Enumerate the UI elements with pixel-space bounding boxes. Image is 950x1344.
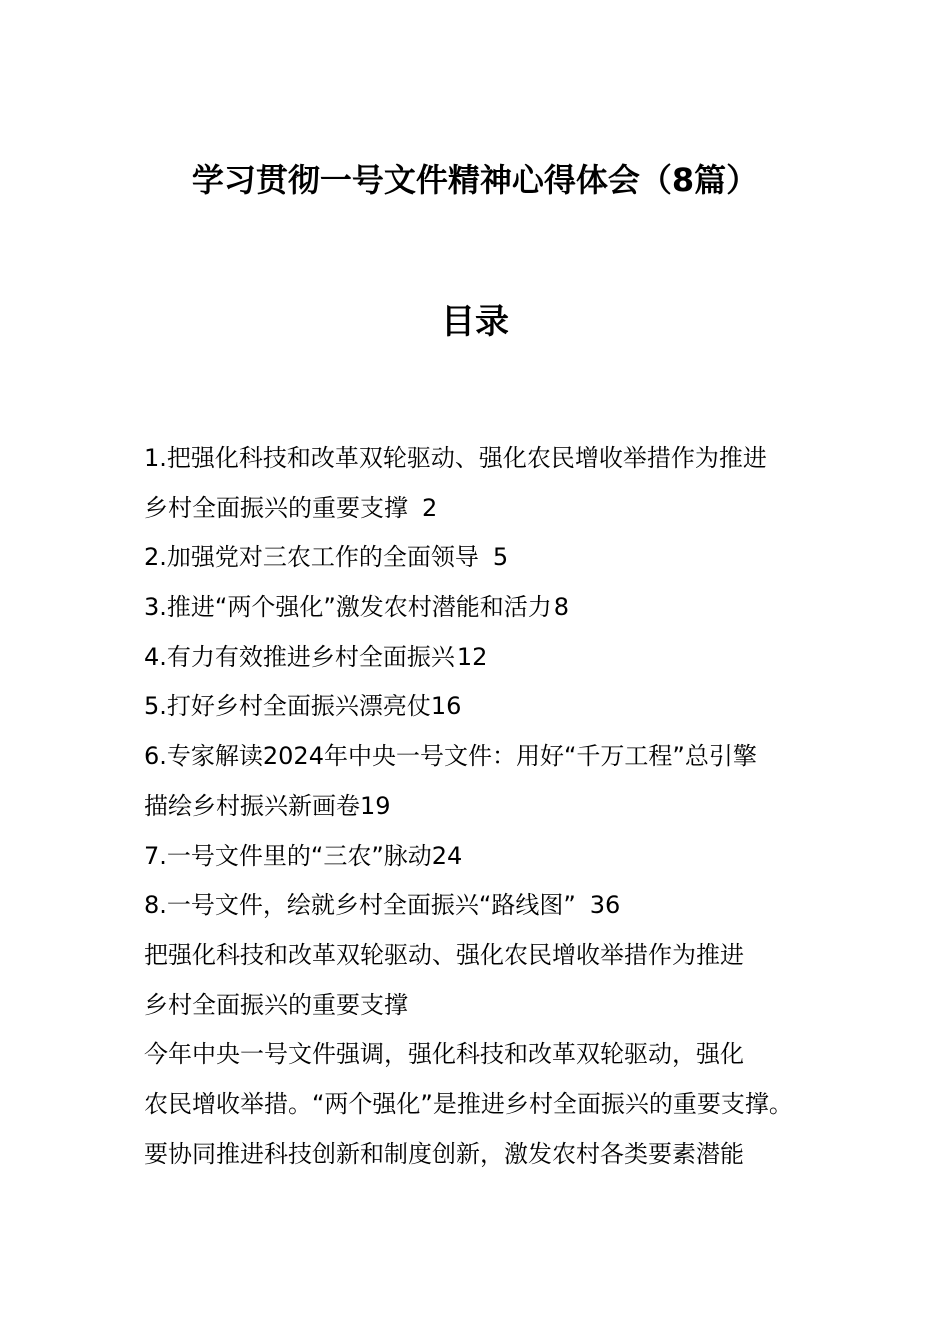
toc-entry-6[interactable] xyxy=(144,732,844,831)
toc-entry-1-page: 2 xyxy=(422,493,438,522)
toc-entry-2-page: 5 xyxy=(492,543,509,572)
toc-entry-5-page: 16 xyxy=(430,692,462,721)
toc-entry-6-line-2: 描绘乡村振兴新画卷 xyxy=(144,791,360,820)
toc-entry-8-line-wrap xyxy=(144,881,844,931)
toc-entry-4[interactable] xyxy=(144,633,844,683)
toc-entry-2[interactable] xyxy=(144,533,844,583)
toc-entry-3-page: 8 xyxy=(553,593,570,622)
article-heading-line-2: 乡村全面振兴的重要支撑 xyxy=(144,990,408,1019)
article-paragraph-line-1: 今年中央一号文件强调，强化科技和改革双轮驱动，强化 xyxy=(144,1040,744,1069)
article-paragraph xyxy=(144,1030,844,1179)
toc-entry-1-line-2-wrap xyxy=(144,484,844,534)
article-heading-line-1: 把强化科技和改革双轮驱动、强化农民增收举措作为推进 xyxy=(144,940,744,969)
toc-entry-5[interactable] xyxy=(144,682,844,732)
toc-entry-5-text: 5.打好乡村全面振兴漂亮仗 xyxy=(144,692,431,721)
toc-entry-6-line-2-wrap xyxy=(144,782,844,832)
document-body xyxy=(144,434,844,1179)
toc-entry-7-line-wrap xyxy=(144,832,844,882)
toc-entry-4-text: 4.有力有效推进乡村全面振兴 xyxy=(144,642,455,671)
toc-entry-4-line-wrap xyxy=(144,633,844,683)
toc-entry-7-page: 24 xyxy=(431,841,463,870)
toc-entry-1-line-1: 1.把强化科技和改革双轮驱动、强化农民增收举措作为推进 xyxy=(144,444,767,472)
toc-entry-8-page: 36 xyxy=(589,891,621,920)
toc-entry-2-text: 2.加强党对三农工作的全面领导 xyxy=(144,543,479,572)
toc-entry-8[interactable] xyxy=(144,881,844,931)
toc-entry-5-line-wrap xyxy=(144,682,844,732)
toc-entry-3[interactable] xyxy=(144,583,844,633)
toc-entry-6-line-1: 6.专家解读2024年中央一号文件：用好“千万工程”总引擎 xyxy=(144,742,757,771)
article-paragraph-line-3: 要协同推进科技创新和制度创新，激发农村各类要素潜能 xyxy=(144,1139,744,1168)
toc-entry-6-page: 19 xyxy=(360,791,391,820)
toc-entry-7[interactable] xyxy=(144,832,844,882)
document-title: 学习贯彻一号文件精神心得体会（8篇） xyxy=(191,161,759,199)
toc-entry-4-page: 12 xyxy=(456,642,488,671)
article-heading xyxy=(144,931,844,1030)
toc-entry-3-line-wrap xyxy=(144,583,844,633)
toc-entry-3-text: 3.推进“两个强化”激发农村潜能和活力 xyxy=(144,593,552,622)
toc-entry-1-line-2: 乡村全面振兴的重要支撑 xyxy=(144,493,408,522)
toc-entry-8-text: 8.一号文件，绘就乡村全面振兴“路线图” xyxy=(144,891,576,920)
toc-heading: 目录 xyxy=(441,302,509,342)
toc-entry-7-text: 7.一号文件里的“三农”脉动 xyxy=(144,841,432,870)
toc-entry-2-line-wrap xyxy=(144,533,844,583)
article-paragraph-line-2: 农民增收举措。“两个强化”是推进乡村全面振兴的重要支撑。 xyxy=(144,1089,793,1118)
toc-entry-1[interactable] xyxy=(144,434,844,533)
